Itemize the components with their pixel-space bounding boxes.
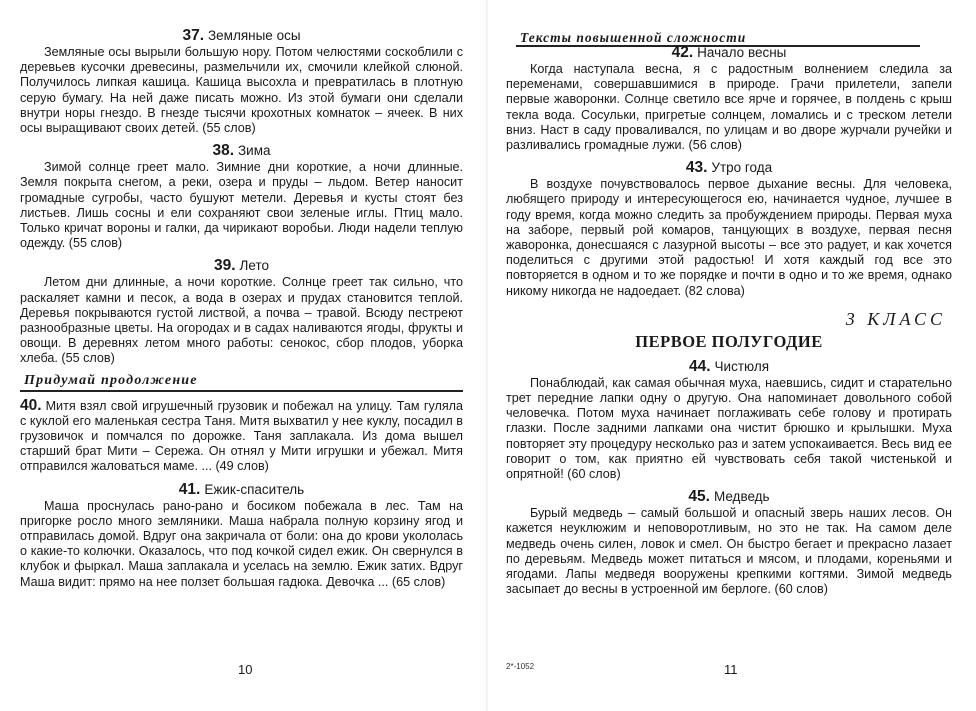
story-number: 45. (688, 488, 710, 506)
right-column (506, 44, 952, 603)
top-banner: Тексты повышенной сложности (516, 30, 920, 47)
story-title (506, 488, 952, 505)
story-38 (20, 142, 463, 251)
story-text: Понаблюдай, как самая обычная муха, наевшись, сидит и старательно трет передние лапки одну о другую. Она напоминает довольного собой человечка. Потом муха начинает поглаживать себе голову и протирать глазки. После задними лапками она чистит брюшко и крылышки. Муха повторяет эту процедуру несколько раз и затем успокаивается. Весь вид ее говорит о том, как приятно ей чувствовать себя такой чистенькой и опрятной! (60 слов) (506, 375, 952, 482)
story-text: Летом дни длинные, а ночи короткие. Солнце греет так сильно, что раскаляет камни и песок, а вода в озерах и прудах становится теплой. Деревья покрываются густой листвой, а почва – травой. Всюду пестреют разнообразные цветы. На огородах и в садах наливаются ягоды, фрукты и овощи. В деревнях летом много работы: сенокос, сбор плодов, уборка хлеба. (55 слов) (20, 275, 463, 366)
halfyear-header: ПЕРВОЕ ПОЛУГОДИЕ (635, 331, 823, 351)
story-number: 39. (213, 257, 236, 275)
section-title-banner: Придумай продолжение (20, 373, 463, 392)
story-heading: Медведь (713, 489, 770, 505)
story-44 (506, 358, 952, 482)
story-heading: Земляные осы (208, 28, 301, 43)
story-40 (20, 398, 463, 475)
story-title (20, 27, 463, 44)
story-number: 40. (20, 396, 42, 414)
story-number: 44. (688, 357, 711, 375)
story-heading: Лето (239, 258, 270, 274)
story-number: 43. (685, 159, 708, 177)
story-text: Бурый медведь – самый большой и опасный зверь наших лесов. Он кажется неуклюжим и неповоротливым, но это не так. На самом деле медведь очень силен, ловок и смел. Он быстро бегает и прекрасно лазает по деревьям. Медведь может питаться и мясом, и плодами, кореньями и ягодами. Лапы медведя вооружены крепкими когтями. Зимой медведь засыпает до весны в устроенной им берлоге. (60 слов) (506, 506, 952, 597)
story-title (506, 44, 952, 61)
print-code: 2*-1052 (506, 662, 535, 671)
story-text (20, 398, 463, 475)
story-text: В воздухе почувствовалось первое дыхание весны. Для человека, любящего природу и интересующегося ею, начинается чудное, лучшее в году время, когда можно следить за пробуждением природы. Первая муха на заборе, первый рой комаров, танцующих в воздухе, первая песня жаворонка, донесшаяся с лазурной высоты – все это радует, и как хочется поделиться с другими этой радостью! И хотя каждый год все это повторяется в одном и то же порядке и почти в одно и то же время, однако никому никогда не надоедает. (82 слова) (506, 177, 952, 298)
story-heading: Зима (238, 143, 271, 159)
story-41 (20, 481, 463, 590)
page-number: 11 (724, 662, 738, 677)
story-number: 42. (671, 44, 694, 61)
story-39 (20, 257, 463, 366)
story-heading: Начало весны (697, 45, 787, 60)
story-37 (20, 27, 463, 136)
story-text: Когда наступала весна, я с радостным волнением следила за переменами, совершавшимися в природе. Грачи прилетели, запели первые жаворонки. Солнце светило все ярче и горячее, в полдень с крыш текла вода. Сосульки, пригретые солнцем, ломались и с треском летели вниз. Наст в саду проваливался, по улицам и во дворе журчали ручейки и разливались громадные лужи. (56 слов) (506, 62, 952, 153)
story-45 (506, 488, 952, 597)
story-title (20, 481, 463, 498)
story-text: Зимой солнце греет мало. Зимние дни короткие, а ночи длинные. Земля покрыта снегом, а реки, озера и пруды – льдом. Ветер наносит громадные сугробы, часто бушуют метели. Деревья и кусты стоят без листьев. Лишь сосны и ели сохраняют свои зеленые иглы. Птиц мало. Только кричат вороны и галки, да чирикают воробьи. Люди надели теплую одежду. (55 слов) (20, 160, 463, 251)
story-text-content: Митя взял свой игрушечный грузовик и побежал на улицу. Там гуляла с куклой его маленькая сестра Таня. Митя выхватил у нее куклу, посадил в грузовичок и помчался по дорожке. Таня заплакала. Из дома вышел старший брат Мити – Сережа. Он отнял у Мити игрушки и убежал. Митя отправился жаловаться маме. ... (49 слов) (20, 398, 463, 474)
story-number: 38. (212, 142, 235, 160)
right-page (488, 0, 976, 711)
story-heading: Ежик-спаситель (204, 481, 305, 497)
story-number: 37. (182, 27, 205, 44)
page-number: 10 (238, 662, 253, 677)
story-text: Маша проснулась рано-рано и босиком побежала в лес. Там на пригорке росло много земляники. Маша набрала полную корзину ягод и отправилась домой. Вдруг она закричала от боли: она до крови укололась о какие-то колючки. Оказалось, что под кочкой сидел ежик. Он свернулся в клубок и фыркал. Маша заплакала и уселась на землю. Ежик затих. Вдруг Маша видит: прямо на нее ползет большая гадюка. Девочка ... (65 слов) (20, 498, 463, 589)
story-title (506, 358, 952, 375)
story-43 (506, 159, 952, 299)
story-title (506, 159, 952, 176)
class-header: 3 КЛАСС (845, 308, 946, 329)
story-42 (506, 44, 952, 153)
story-heading: Утро года (711, 160, 773, 176)
story-title (20, 257, 463, 274)
story-number: 41. (178, 480, 201, 498)
story-heading: Чистюля (714, 358, 770, 374)
story-title (20, 142, 463, 159)
story-text: Земляные осы вырыли большую нору. Потом челюстями соскоблили с деревьев кусочки древесины, размельчили их, смочили клейкой слюной. Получилось липкая кашица. Кашица высохла и превратилась в плотную серую бумагу. На ней даже писать можно. Из этой бумаги они сделали внутри норы гнездо. В гнезде тысячи крохотных комнаток – ячеек. В них осы выращивают своих детей. (55 слов) (20, 45, 463, 136)
left-column (20, 27, 463, 596)
